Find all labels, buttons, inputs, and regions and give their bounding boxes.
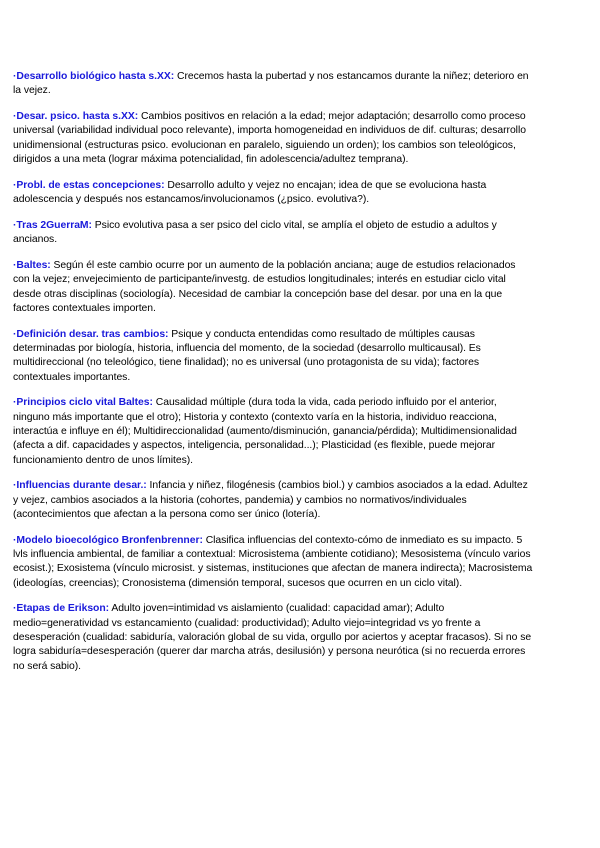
paragraph-influencias [13, 479, 533, 522]
paragraph-problemas-concepciones [13, 179, 533, 208]
term-heading: ·Tras 2GuerraM: [13, 219, 92, 231]
paragraph-desarrollo-biologico [13, 70, 533, 99]
paragraph-text: Psique y conducta entendidas como resultado de múltiples causas determinadas por biología, historia, influencia del momento, de la sociedad (desarrollo multicausal). Es multidireccional (no teleológico, tiene finalidad); no es universal (uno protagonista de su vida); factores contextuales importantes. [13, 328, 481, 383]
paragraph-bronfenbrenner [13, 534, 533, 591]
term-heading: ·Influencias durante desar.: [13, 480, 147, 492]
document-page [13, 70, 533, 685]
term-heading: ·Baltes: [13, 259, 51, 271]
paragraph-text: Desarrollo adulto y vejez no encajan; idea de que se evoluciona hasta adolescencia y después nos estancamos/involucionamos (¿psico. evolutiva?). [13, 179, 487, 206]
term-heading: ·Desar. psico. hasta s.XX: [13, 111, 139, 123]
term-heading: ·Principios ciclo vital Baltes: [13, 397, 153, 409]
paragraph-text: Cambios positivos en relación a la edad; mejor adaptación; desarrollo como proceso universal (variabilidad individual poco relevante), importa homogeneidad en individuos de dif. culturas; desarrollo unidimensional (estructuras psico. evolucionan en paralelo, siguiendo un orden); los cambios son teleológicos, dirigidos a una meta (lograr máxima potencialidad, fin adolescencia/adultez temprana). [13, 111, 526, 165]
term-heading: ·Definición desar. tras cambios: [13, 328, 169, 340]
paragraph-text: Según él este cambio ocurre por un aumento de la población anciana; auge de estudios relacionados con la vejez; envejecimiento de participante/investg. de estudios longitudinales; interés en estudiar ciclo vital desde otras disciplinas (sociología). Necesidad de cambiar la concepción base del desar. por una en la que factores contextuales importen. [13, 259, 516, 314]
paragraph-text: Infancia y niñez, filogénesis (cambios biol.) y cambios asociados a la edad. Adultez y vejez, cambios asociados a la historia (cohortes, pandemia) y cambios no normativos/individuales (acontecimientos que afectan a la persona como ser único (lotería). [13, 480, 528, 520]
paragraph-text: Adulto joven=intimidad vs aislamiento (cualidad: capacidad amar); Adulto medio=generatividad vs estancamiento (cualidad: productividad); Adulto viejo=integridad vs yo frente a desesperación (cualidad: sabiduría, valoración global de su vida, orgullo por aciertos y aceptar fracasos). Si no se logra sabiduría=desesperación (querer dar marcha atrás, desilusión) y persona neurótica (si no recuerda errores no será sabio). [13, 603, 532, 672]
paragraph-principios-baltes [13, 396, 533, 467]
paragraph-text: Clasifica influencias del contexto-cómo de inmediato es su impacto. 5 lvls influencia ambiental, de familiar a contextual: Microsistema (ambiente cotidiano); Mesosistema (vínculo varios ecosist.); Exosistema (vínculo microsist. y sistemas, instituciones que afectan de manera indirecta); Macrosistema (ideologías, creencias); Cronosistema (dimensión temporal, sucesos que ocurren en un ciclo vital). [13, 534, 533, 589]
paragraph-desarrollo-psico [13, 110, 533, 167]
paragraph-text: Psico evolutiva pasa a ser psico del ciclo vital, se amplía el objeto de estudio a adultos y ancianos. [13, 219, 497, 246]
term-heading: ·Desarrollo biológico hasta s.XX: [13, 71, 175, 82]
paragraph-tras-guerra [13, 219, 533, 248]
paragraph-erikson [13, 602, 533, 673]
paragraph-baltes [13, 259, 533, 316]
term-heading: ·Modelo bioecológico Bronfenbrenner: [13, 534, 203, 546]
paragraph-definicion-desarrollo [13, 328, 533, 385]
paragraph-text: Crecemos hasta la pubertad y nos estancamos durante la niñez; deterioro en la vejez. [13, 71, 529, 97]
term-heading: ·Probl. de estas concepciones: [13, 179, 165, 191]
paragraph-text: Causalidad múltiple (dura toda la vida, cada periodo influido por el anterior, ninguno más importante que el otro); Historia y contexto (contexto varía en la historia, individuo reacciona, interactúa e influye en él); Multidireccionalidad (aumento/disminución, ganancia/pérdida); Multidimensionalidad (afecta a dif. capacidades y aspectos, inteligencia, personalidad...); Plasticidad (es flexible, puede mejorar funcionamiento dentro de unos límites). [13, 397, 517, 466]
term-heading: ·Etapas de Erikson: [13, 603, 110, 615]
